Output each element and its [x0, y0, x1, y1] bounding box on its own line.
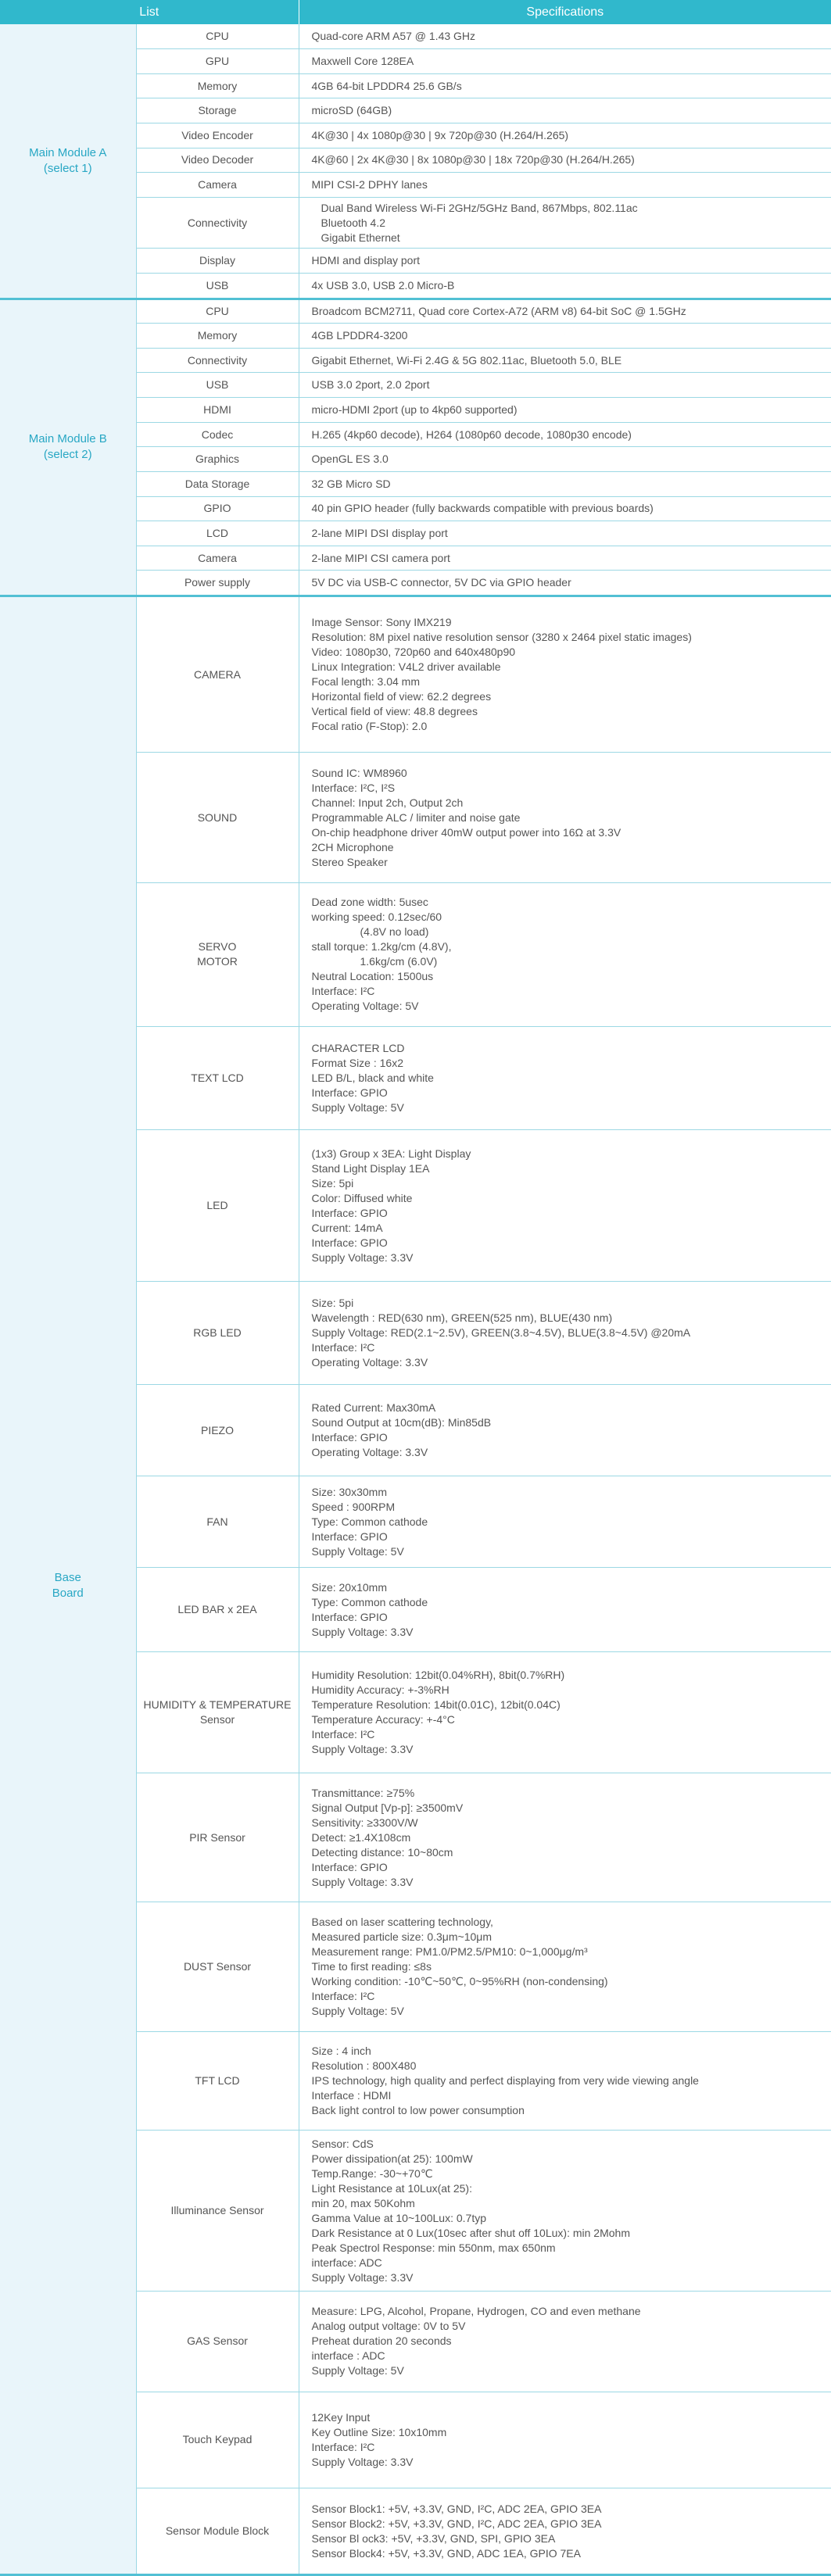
spec-line: Current: 14mA	[311, 1221, 383, 1234]
item-label: Sensor Module Block	[165, 2524, 270, 2538]
spec-line: Supply Voltage: 3.3V	[311, 2270, 414, 2284]
spec-line: Analog output voltage: 0V to 5V	[311, 2320, 466, 2333]
group-label-main-module-a	[0, 24, 136, 299]
spec-line: Sensor Block2: +5V, +3.3V, GND, I²C, ADC 2EA, GPIO 3EA	[311, 2517, 602, 2530]
item-gpu	[136, 49, 299, 74]
spec-line: Speed : 900RPM	[311, 1500, 396, 1513]
spec-cell	[299, 1385, 831, 1476]
header-list: List	[0, 0, 299, 24]
item-label: TFT LCD	[195, 2074, 240, 2088]
item-label: TEXT LCD	[191, 1071, 244, 1084]
item-label: USB	[206, 278, 229, 292]
spec-cell	[299, 571, 831, 596]
spec-cell	[299, 2488, 831, 2575]
spec-line: Dual Band Wireless Wi-Fi 2GHz/5GHz Band, 867Mbps, 802.11ac	[321, 201, 638, 214]
spec-line: min 20, max 50Kohm	[311, 2196, 415, 2209]
spec-cell	[299, 1773, 831, 1902]
spec-line: Supply Voltage: 5V	[311, 1100, 404, 1114]
item-label: Memory	[197, 329, 238, 342]
spec-line: Key Outline Size: 10x10mm	[311, 2425, 447, 2438]
item-gas-sensor	[136, 2292, 299, 2392]
table-body	[0, 24, 831, 2575]
spec-line: Gigabit Ethernet, Wi-Fi 2.4G & 5G 802.11ac, Bluetooth 5.0, BLE	[311, 353, 622, 367]
item-pir-sensor	[136, 1773, 299, 1902]
spec-cell	[299, 471, 831, 496]
spec-line: Gigabit Ethernet	[321, 231, 400, 244]
spec-cell	[299, 197, 831, 248]
spec-cell	[299, 2292, 831, 2392]
spec-cell	[299, 447, 831, 472]
item-label: Display	[199, 254, 235, 267]
spec-line: microSD (64GB)	[311, 104, 392, 117]
spec-line: 2-lane MIPI DSI display port	[311, 527, 448, 539]
item-label: SOUND	[197, 810, 238, 824]
item-video-decoder	[136, 148, 299, 173]
spec-cell	[299, 1026, 831, 1130]
item-led-bar-x-2ea	[136, 1568, 299, 1652]
spec-line: Based on laser scattering technology,	[311, 1916, 493, 1929]
spec-line: stall torque: 1.2kg/cm (4.8V),	[311, 940, 452, 953]
item-camera	[136, 173, 299, 198]
item-hdmi	[136, 398, 299, 423]
group-label-line: Board	[52, 1586, 84, 1600]
item-label: GAS Sensor	[187, 2334, 248, 2348]
table-row	[0, 596, 831, 753]
item-data-storage	[136, 471, 299, 496]
item-label: Camera	[198, 178, 237, 191]
item-storage	[136, 98, 299, 123]
spec-line: Interface: GPIO	[311, 1431, 388, 1444]
group-label-line: (select 2)	[43, 448, 92, 462]
spec-line: Interface: I²C, I²S	[311, 781, 396, 794]
spec-line: 5V DC via USB-C connector, 5V DC via GPIO header	[311, 576, 571, 589]
spec-cell	[299, 249, 831, 274]
spec-line: Back light control to low power consumption	[311, 2104, 525, 2117]
spec-line: Supply Voltage: RED(2.1~2.5V), GREEN(3.8~4.5V), BLUE(3.8~4.5V) @20mA	[311, 1326, 691, 1340]
spec-line: Vertical field of view: 48.8 degrees	[311, 705, 478, 718]
item-illuminance-sensor	[136, 2131, 299, 2292]
item-graphics	[136, 447, 299, 472]
item-label: Power supply	[184, 576, 251, 589]
item-label: LCD	[206, 527, 228, 539]
spec-line: Supply Voltage: 5V	[311, 2005, 404, 2018]
spec-line: Interface: I²C	[311, 985, 375, 998]
spec-line: Horizontal field of view: 62.2 degrees	[311, 690, 492, 703]
spec-cell	[299, 1651, 831, 1773]
spec-line: Interface: GPIO	[311, 1236, 388, 1249]
item-codec	[136, 422, 299, 447]
item-label: Illuminance Sensor	[170, 2204, 264, 2217]
spec-cell	[299, 1902, 831, 2032]
item-cpu	[136, 24, 299, 49]
spec-line: Channel: Input 2ch, Output 2ch	[311, 796, 464, 809]
spec-cell	[299, 24, 831, 49]
spec-line: 4K@30 | 4x 1080p@30 | 9x 720p@30 (H.264/H.265)	[311, 128, 569, 141]
spec-cell	[299, 521, 831, 546]
spec-cell	[299, 596, 831, 753]
spec-line: Color: Diffused white	[311, 1191, 413, 1204]
spec-line: Type: Common cathode	[311, 1515, 428, 1528]
spec-line: Sensor Bl ock3: +5V, +3.3V, GND, SPI, GPIO 3EA	[311, 2531, 556, 2545]
spec-cell	[299, 173, 831, 198]
group-label-line: Main Module B	[28, 432, 107, 446]
table-row	[0, 299, 831, 324]
item-label: PIR Sensor	[189, 1830, 245, 1844]
spec-line: H.265 (4kp60 decode), H264 (1080p60 decode, 1080p30 encode)	[311, 428, 632, 441]
spec-line: USB 3.0 2port, 2.0 2port	[311, 378, 430, 392]
spec-line: Supply Voltage: 3.3V	[311, 1625, 414, 1638]
item-usb	[136, 273, 299, 299]
spec-line: CHARACTER LCD	[311, 1041, 405, 1054]
spec-line: Interface : HDMI	[311, 2089, 392, 2102]
item-label: Connectivity	[187, 353, 248, 367]
item-label: SERVO	[198, 940, 237, 953]
spec-line: Image Sensor: Sony IMX219	[311, 616, 452, 629]
spec-line: Resolution: 8M pixel native resolution sensor (3280 x 2464 pixel static images)	[311, 631, 692, 644]
spec-line: Sound Output at 10cm(dB): Min85dB	[311, 1416, 492, 1429]
spec-line: Measured particle size: 0.3μm~10μm	[311, 1930, 493, 1944]
item-label: Connectivity	[187, 216, 248, 229]
spec-line: Light Resistance at 10Lux(at 25):	[311, 2181, 472, 2195]
spec-cell	[299, 148, 831, 173]
spec-cell	[299, 1282, 831, 1385]
spec-cell	[299, 546, 831, 571]
item-label: Data Storage	[184, 477, 250, 490]
spec-line: 2-lane MIPI CSI camera port	[311, 551, 450, 564]
item-label: FAN	[206, 1515, 228, 1528]
item-fan	[136, 1476, 299, 1568]
spec-cell	[299, 753, 831, 883]
spec-line: Operating Voltage: 5V	[311, 1000, 419, 1013]
spec-cell	[299, 1568, 831, 1652]
item-label: HDMI	[203, 402, 231, 416]
spec-line: (1x3) Group x 3EA: Light Display	[311, 1147, 471, 1160]
spec-line: Neutral Location: 1500us	[311, 970, 434, 983]
item-label: MOTOR	[197, 955, 238, 968]
spec-line: Resolution : 800X480	[311, 2059, 417, 2073]
spec-line: Interface: I²C	[311, 2440, 375, 2453]
spec-line: MIPI CSI-2 DPHY lanes	[311, 178, 428, 191]
item-sensor-module-block	[136, 2488, 299, 2575]
item-memory	[136, 73, 299, 98]
item-piezo	[136, 1385, 299, 1476]
spec-line: OpenGL ES 3.0	[311, 453, 389, 466]
group-label-base	[0, 596, 136, 2575]
item-video-encoder	[136, 123, 299, 148]
item-label: LED BAR x 2EA	[177, 1603, 257, 1616]
spec-line: Rated Current: Max30mA	[311, 1401, 436, 1415]
spec-line: 4K@60 | 2x 4K@30 | 8x 1080p@30 | 18x 720p@30 (H.264/H.265)	[311, 153, 635, 166]
spec-line: Wavelength : RED(630 nm), GREEN(525 nm), BLUE(430 nm)	[311, 1311, 613, 1325]
item-label: GPIO	[203, 502, 231, 515]
spec-cell	[299, 422, 831, 447]
spec-line: Bluetooth 4.2	[321, 216, 386, 229]
spec-line: Linux Integration: V4L2 driver available	[311, 660, 501, 674]
spec-line: Measure: LPG, Alcohol, Propane, Hydrogen, CO and even methane	[311, 2305, 641, 2318]
spec-cell	[299, 2131, 831, 2292]
spec-line: Programmable ALC / limiter and noise gate	[311, 810, 521, 824]
item-camera	[136, 546, 299, 571]
item-label: GPU	[205, 54, 230, 67]
spec-line: Supply Voltage: 3.3V	[311, 1250, 414, 1264]
spec-line: Interface: GPIO	[311, 1860, 388, 1873]
spec-line: Preheat duration 20 seconds	[311, 2334, 452, 2348]
spec-cell	[299, 1130, 831, 1282]
spec-line: Interface: I²C	[311, 1990, 375, 2003]
spec-line: Size: 5pi	[311, 1176, 354, 1190]
spec-line: IPS technology, high quality and perfect displaying from very wide viewing angle	[311, 2074, 699, 2088]
spec-line: Maxwell Core 128EA	[311, 54, 414, 67]
item-connectivity	[136, 197, 299, 248]
item-label: CPU	[206, 304, 229, 317]
spec-line: Focal length: 3.04 mm	[311, 675, 421, 689]
item-gpio	[136, 496, 299, 521]
spec-cell	[299, 123, 831, 148]
spec-line: 12Key Input	[311, 2410, 371, 2424]
item-lcd	[136, 521, 299, 546]
item-label: CAMERA	[194, 667, 241, 681]
spec-cell	[299, 1476, 831, 1568]
item-camera	[136, 596, 299, 753]
spec-cell	[299, 348, 831, 373]
spec-line: On-chip headphone driver 40mW output power into 16Ω at 3.3V	[311, 825, 621, 839]
spec-line: Detect: ≥1.4X108cm	[311, 1830, 411, 1844]
spec-line: Time to first reading: ≤8s	[311, 1960, 432, 1973]
item-memory	[136, 324, 299, 349]
spec-line: 4GB LPDDR4-3200	[311, 329, 408, 342]
spec-line: 4GB 64-bit LPDDR4 25.6 GB/s	[311, 79, 462, 92]
spec-line: Quad-core ARM A57 @ 1.43 GHz	[311, 30, 476, 43]
item-label: Sensor	[199, 1712, 235, 1726]
spec-line: Broadcom BCM2711, Quad core Cortex-A72 (ARM v8) 64-bit SoC @ 1.5GHz	[311, 304, 686, 317]
spec-line: Temperature Accuracy: +-4°C	[311, 1712, 455, 1726]
item-label: USB	[206, 378, 229, 392]
item-label: Video Decoder	[181, 153, 254, 166]
spec-cell	[299, 883, 831, 1026]
item-dust-sensor	[136, 1902, 299, 2032]
spec-line: Interface: I²C	[311, 1727, 375, 1741]
spec-line: Measurement range: PM1.0/PM2.5/PM10: 0~1,000μg/m³	[311, 1945, 588, 1959]
spec-line: Type: Common cathode	[311, 1595, 428, 1608]
spec-line: Interface: I²C	[311, 1341, 375, 1354]
item-label: RGB LED	[193, 1326, 242, 1340]
spec-line: Detecting distance: 10~80cm	[311, 1845, 453, 1859]
spec-cell	[299, 324, 831, 349]
spec-line: 40 pin GPIO header (fully backwards compatible with previous boards)	[311, 502, 654, 515]
spec-line: Interface: GPIO	[311, 1610, 388, 1623]
spec-line: Video: 1080p30, 720p60 and 640x480p90	[311, 646, 516, 659]
item-power-supply	[136, 571, 299, 596]
item-label: Video Encoder	[181, 128, 253, 141]
spec-cell	[299, 373, 831, 398]
spec-line: Supply Voltage: 3.3V	[311, 2455, 414, 2468]
spec-line: micro-HDMI 2port (up to 4kp60 supported)	[311, 402, 518, 416]
spec-line: Supply Voltage: 3.3V	[311, 1875, 414, 1888]
spec-cell	[299, 98, 831, 123]
item-label: Storage	[198, 104, 237, 117]
item-label: HUMIDITY & TEMPERATURE	[143, 1698, 292, 1711]
spec-line: Sensor: CdS	[311, 2137, 374, 2150]
table-row	[0, 24, 831, 49]
item-label: Touch Keypad	[182, 2433, 253, 2446]
item-touch-keypad	[136, 2392, 299, 2488]
spec-line: Dead zone width: 5usec	[311, 896, 428, 909]
spec-line: Supply Voltage: 5V	[311, 1544, 404, 1558]
spec-line: Operating Voltage: 3.3V	[311, 1356, 428, 1369]
spec-line: Size: 20x10mm	[311, 1580, 387, 1594]
spec-line: Power dissipation(at 25): 100mW	[311, 2152, 473, 2165]
spec-line: HDMI and display port	[311, 254, 421, 267]
spec-line: Dark Resistance at 0 Lux(10sec after shut off 10Lux): min 2Mohm	[311, 2226, 630, 2239]
spec-line: 4x USB 3.0, USB 2.0 Micro-B	[311, 278, 455, 292]
spec-line: Operating Voltage: 3.3V	[311, 1446, 428, 1459]
item-label: Camera	[198, 551, 237, 564]
spec-line: Peak Spectrol Response: min 550nm, max 650nm	[311, 2241, 556, 2254]
spec-line: 2CH Microphone	[311, 840, 394, 853]
item-connectivity	[136, 348, 299, 373]
spec-cell	[299, 2031, 831, 2131]
item-humidity-temperature-sensor	[136, 1651, 299, 1773]
spec-line: (4.8V no load)	[360, 925, 429, 939]
spec-line: Supply Voltage: 3.3V	[311, 1742, 414, 1755]
spec-line: Stand Light Display 1EA	[311, 1161, 430, 1175]
spec-line: 32 GB Micro SD	[311, 477, 391, 490]
spec-line: Interface: GPIO	[311, 1086, 388, 1099]
table-header	[0, 0, 831, 24]
group-label-line: (select 1)	[43, 161, 92, 175]
spec-line: Size: 30x30mm	[311, 1485, 387, 1498]
item-usb	[136, 373, 299, 398]
spec-cell	[299, 49, 831, 74]
spec-line: interface: ADC	[311, 2256, 382, 2269]
item-display	[136, 249, 299, 274]
item-label: LED	[206, 1199, 228, 1212]
header-specifications: Specifications	[299, 0, 831, 24]
spec-cell	[299, 299, 831, 324]
spec-line: Working condition: -10℃~50℃, 0~95%RH (non-condensing)	[311, 1975, 608, 1988]
spec-line: LED B/L, black and white	[311, 1071, 434, 1084]
spec-line: Sensor Block1: +5V, +3.3V, GND, I²C, ADC 2EA, GPIO 3EA	[311, 2502, 602, 2515]
spec-line: Size : 4 inch	[311, 2045, 371, 2058]
spec-line: Sound IC: WM8960	[311, 766, 407, 779]
spec-line: Humidity Accuracy: +-3%RH	[311, 1683, 450, 1696]
spec-line: Sensor Block4: +5V, +3.3V, GND, ADC 1EA, GPIO 7EA	[311, 2546, 581, 2560]
spec-line: Temp.Range: -30~+70℃	[311, 2166, 433, 2180]
spec-line: Size: 5pi	[311, 1297, 354, 1310]
spec-line: Humidity Resolution: 12bit(0.04%RH), 8bit(0.7%RH)	[311, 1668, 565, 1681]
group-label-main-module-b	[0, 299, 136, 596]
item-servo-motor	[136, 883, 299, 1026]
spec-line: Gamma Value at 10~100Lux: 0.7typ	[311, 2211, 486, 2224]
item-text-lcd	[136, 1026, 299, 1130]
spec-line: interface : ADC	[311, 2349, 385, 2363]
item-tft-lcd	[136, 2031, 299, 2131]
spec-line: Stereo Speaker	[311, 855, 388, 868]
spec-line: Supply Voltage: 5V	[311, 2364, 404, 2377]
group-label-line: Main Module A	[29, 145, 107, 159]
spec-line: Sensitivity: ≥3300V/W	[311, 1816, 418, 1829]
spec-cell	[299, 273, 831, 299]
item-rgb-led	[136, 1282, 299, 1385]
group-label-line: Base	[54, 1570, 81, 1584]
spec-line: Transmittance: ≥75%	[311, 1786, 415, 1799]
item-label: CPU	[206, 30, 229, 43]
spec-line: Interface: GPIO	[311, 1530, 388, 1543]
item-label: DUST Sensor	[183, 1960, 252, 1973]
item-led	[136, 1130, 299, 1282]
spec-line: 1.6kg/cm (6.0V)	[360, 955, 438, 968]
spec-cell	[299, 398, 831, 423]
spec-line: Interface: GPIO	[311, 1206, 388, 1219]
item-sound	[136, 753, 299, 883]
item-label: Codec	[201, 428, 234, 441]
spec-cell	[299, 2392, 831, 2488]
spec-cell	[299, 73, 831, 98]
spec-line: Signal Output [Vp-p]: ≥3500mV	[311, 1801, 464, 1814]
spec-line: Temperature Resolution: 14bit(0.01C), 12bit(0.04C)	[311, 1698, 561, 1711]
item-label: Memory	[197, 79, 238, 92]
spec-line: Format Size : 16x2	[311, 1056, 403, 1069]
item-label: Graphics	[195, 453, 240, 466]
spec-line: working speed: 0.12sec/60	[311, 911, 442, 924]
spec-line: Focal ratio (F-Stop): 2.0	[311, 720, 428, 733]
spec-cell	[299, 496, 831, 521]
item-cpu	[136, 299, 299, 324]
item-label: PIEZO	[200, 1423, 234, 1436]
